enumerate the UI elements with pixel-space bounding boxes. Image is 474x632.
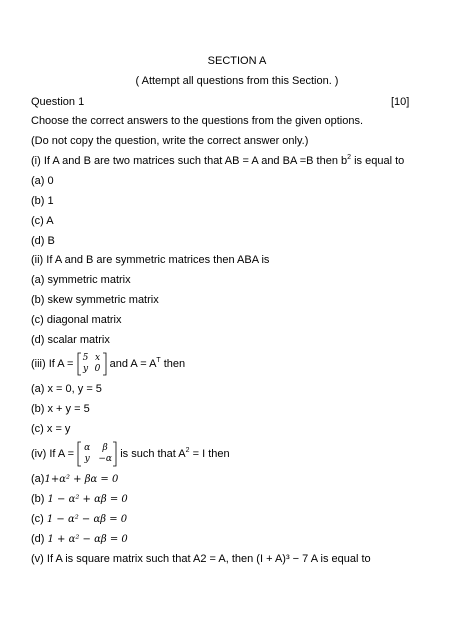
- option: (d) scalar matrix: [31, 334, 110, 346]
- option: (a) x = 0, y = 5: [31, 383, 102, 395]
- instruction: ( Attempt all questions from this Section. ): [135, 75, 339, 87]
- question-label: Question 1: [31, 96, 85, 108]
- option: (b) x + y = 5: [31, 403, 90, 415]
- option: (b) 1: [31, 195, 54, 207]
- option: (b) 1 − α² + αβ = 0: [31, 493, 128, 505]
- option: (a) 0: [31, 175, 54, 187]
- option: (a) symmetric matrix: [31, 274, 131, 286]
- option: (a)1+α² + βα = 0: [31, 473, 119, 485]
- option: (b) skew symmetric matrix: [31, 294, 159, 306]
- marks: [10]: [391, 96, 410, 108]
- matrix: 5 x y 0: [77, 352, 107, 376]
- option: (c) x = y: [31, 423, 71, 435]
- section-title: SECTION A: [207, 55, 267, 67]
- option: (c) diagonal matrix: [31, 314, 122, 326]
- option: (d) B: [31, 235, 55, 247]
- question-stem: (i) If A and B are two matrices such that AB = A and BA =B then $b^2$ is equal to: [31, 154, 405, 167]
- option: (c) A: [31, 215, 54, 227]
- question-stem: (v) If A is square matrix such that A2 = A, then (I + A)³ − 7 A is equal to: [31, 553, 371, 565]
- question-stem: (ii) If A and B are symmetric matrices then ABA is: [31, 254, 270, 266]
- direction-line: Choose the correct answers to the questions from the given options.: [31, 115, 364, 127]
- option: (d) 1 + α² − αβ = 0: [31, 533, 128, 545]
- matrix: α β y −α: [77, 441, 117, 467]
- question-stem: (iii) If A = 5 x y 0 and $A = A^T$ then: [31, 353, 186, 374]
- question-stem: (iv) If A = α β y −α is such that $A^2 = I$ then: [31, 441, 230, 467]
- direction-line: (Do not copy the question, write the correct answer only.): [31, 135, 309, 147]
- option: (c) 1 − α² − αβ = 0: [31, 513, 128, 525]
